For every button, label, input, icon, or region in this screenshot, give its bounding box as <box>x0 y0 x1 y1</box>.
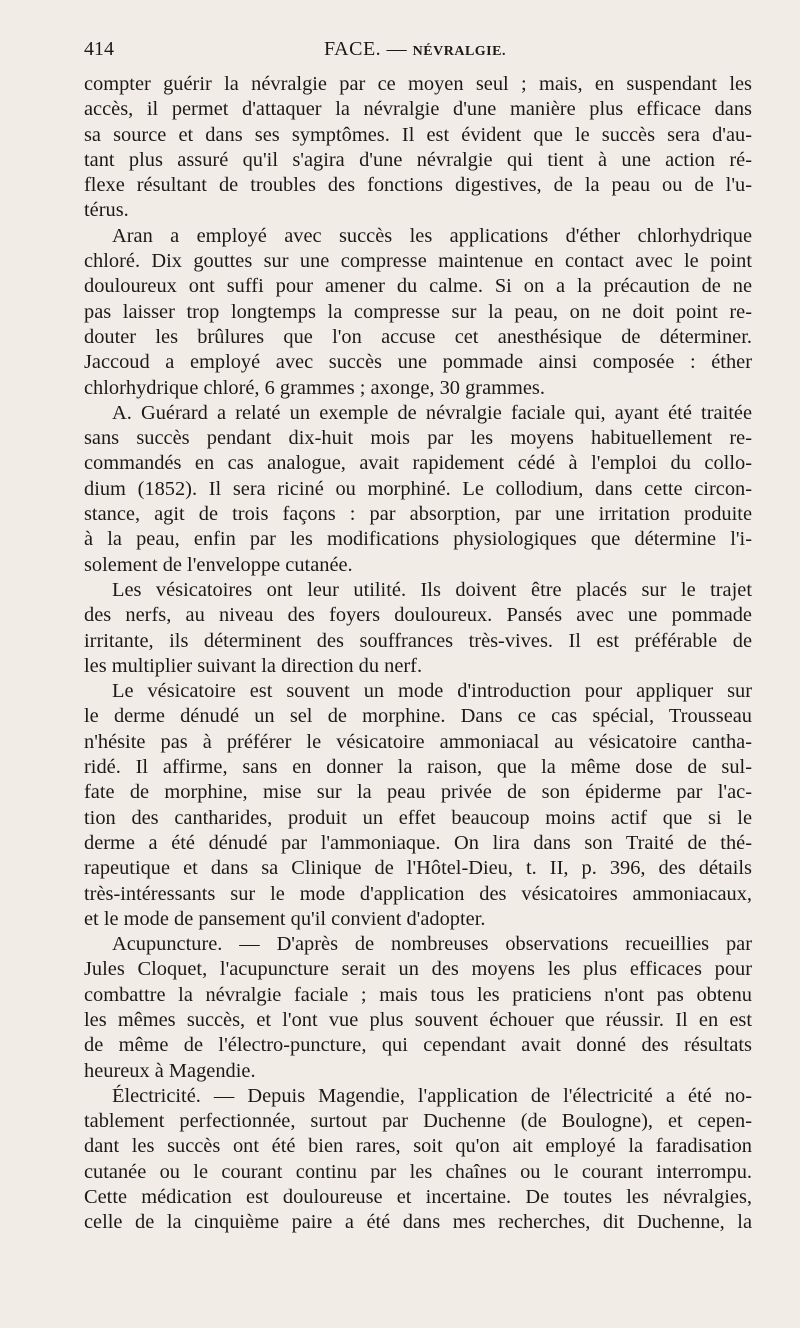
text-line: Électricité. — Depuis Magendie, l'application de l'électricité a été no- <box>112 1084 752 1107</box>
text-line: rapeutique et dans sa Clinique de l'Hôtel-Dieu, t. II, p. 396, des détails <box>84 857 752 880</box>
text-line: Jaccoud a employé avec succès une pommade ainsi composée : éther <box>84 351 752 374</box>
text-line: irritante, ils déterminent des souffrances très-vives. Il est préférable de <box>84 629 752 652</box>
text-line: accès, il permet d'attaquer la névralgie d'une manière plus efficace dans <box>84 98 752 121</box>
text-line: flexe résultant de troubles des fonctions digestives, de la peau ou de l'u- <box>84 174 752 197</box>
text-line: et le mode de pansement qu'il convient d'adopter. <box>84 907 486 930</box>
text-line: douter les brûlures que l'on accuse cet anesthésique de déterminer. <box>84 325 752 348</box>
text-line: térus. <box>84 199 129 222</box>
text-line: cutanée ou le courant continu par les chaînes ou le courant interrompu. <box>84 1160 752 1183</box>
text-line: combattre la névralgie faciale ; mais tous les praticiens n'ont pas obtenu <box>84 983 752 1006</box>
text-line: pas laisser trop longtemps la compresse sur la peau, on ne doit point re- <box>84 300 752 323</box>
body-text <box>84 72 752 1236</box>
text-line: commandés en cas analogue, avait rapidement cédé à l'emploi du collo- <box>84 452 752 475</box>
text-line: stance, agit de trois façons : par absorption, par une irritation produite <box>84 503 752 526</box>
text-line: tablement perfectionnée, surtout par Duchenne (de Boulogne), et cepen- <box>84 1110 752 1133</box>
text-line: Aran a employé avec succès les applications d'éther chlorhydrique <box>112 224 752 247</box>
text-line: Le vésicatoire est souvent un mode d'introduction pour appliquer sur <box>112 680 752 703</box>
text-line: Jules Cloquet, l'acupuncture serait un des moyens les plus efficaces pour <box>84 958 752 981</box>
text-line: heureux à Magendie. <box>84 1059 256 1082</box>
text-line: sans succès pendant dix-huit mois par les moyens habituellement re- <box>84 427 752 450</box>
text-line: chloré. Dix gouttes sur une compresse maintenue en contact avec le point <box>84 250 752 273</box>
page-number: 414 <box>84 38 114 60</box>
text-line: Les vésicatoires ont leur utilité. Ils doivent être placés sur le trajet <box>112 578 752 601</box>
text-line: Acupuncture. — D'après de nombreuses observations recueillies par <box>112 933 752 956</box>
text-line: A. Guérard a relaté un exemple de névralgie faciale qui, ayant été traitée <box>112 401 752 424</box>
text-line: fate de morphine, mise sur la peau privée de son épiderme par l'ac- <box>84 781 752 804</box>
text-line: sa source et dans ses symptômes. Il est évident que le succès sera d'au- <box>84 123 752 146</box>
text-line: derme a été dénudé par l'ammoniaque. On lira dans son Traité de thé- <box>84 831 752 854</box>
text-line: ridé. Il affirme, sans en donner la raison, que la même dose de sul- <box>84 756 752 779</box>
text-line: le derme dénudé un sel de morphine. Dans ce cas spécial, Trousseau <box>84 705 752 728</box>
text-line: des nerfs, au niveau des foyers douloureux. Pansés avec une pommade <box>84 604 752 627</box>
text-line: dant les succès ont été bien rares, soit qu'on ait employé la faradisation <box>84 1135 752 1158</box>
text-line: n'hésite pas à préférer le vésicatoire ammoniacal au vésicatoire cantha- <box>84 730 752 753</box>
running-title <box>84 38 746 61</box>
text-line: de même de l'électro-puncture, qui cependant avait donné des résultats <box>84 1034 752 1057</box>
text-line: compter guérir la névralgie par ce moyen seul ; mais, en suspendant les <box>84 73 752 95</box>
running-title-main: FACE. — <box>324 38 408 60</box>
text-line: les multiplier suivant la direction du nerf. <box>84 654 423 677</box>
text-line: dium (1852). Il sera riciné ou morphiné. Le collodium, dans cette circon- <box>84 477 752 500</box>
text-line: les mêmes succès, et l'ont vue plus souvent échouer que réussir. Il en est <box>84 1008 752 1031</box>
text-line: celle de la cinquième paire a été dans mes recherches, dit Duchenne, la <box>84 1211 752 1234</box>
text-line: douloureux ont suffi pour amener du calme. Si on a la précaution de ne <box>84 275 752 298</box>
text-line: Cette médication est douloureuse et incertaine. De toutes les névralgies, <box>84 1186 752 1209</box>
text-line: tion des cantharides, produit un effet beaucoup moins actif que si le <box>84 806 752 829</box>
running-title-sub: NÉVRALGIE. <box>412 44 506 59</box>
running-header <box>84 38 746 70</box>
text-line: tant plus assuré qu'il s'agira d'une névralgie qui tient à une action ré- <box>84 148 752 171</box>
text-line: à la peau, enfin par les modifications physiologiques que détermine l'i- <box>84 528 752 551</box>
text-line: chlorhydrique chloré, 6 grammes ; axonge, 30 grammes. <box>84 376 545 399</box>
text-line: très-intéressants sur le mode d'application des vésicatoires ammoniacaux, <box>84 882 752 905</box>
text-line: solement de l'enveloppe cutanée. <box>84 553 353 576</box>
